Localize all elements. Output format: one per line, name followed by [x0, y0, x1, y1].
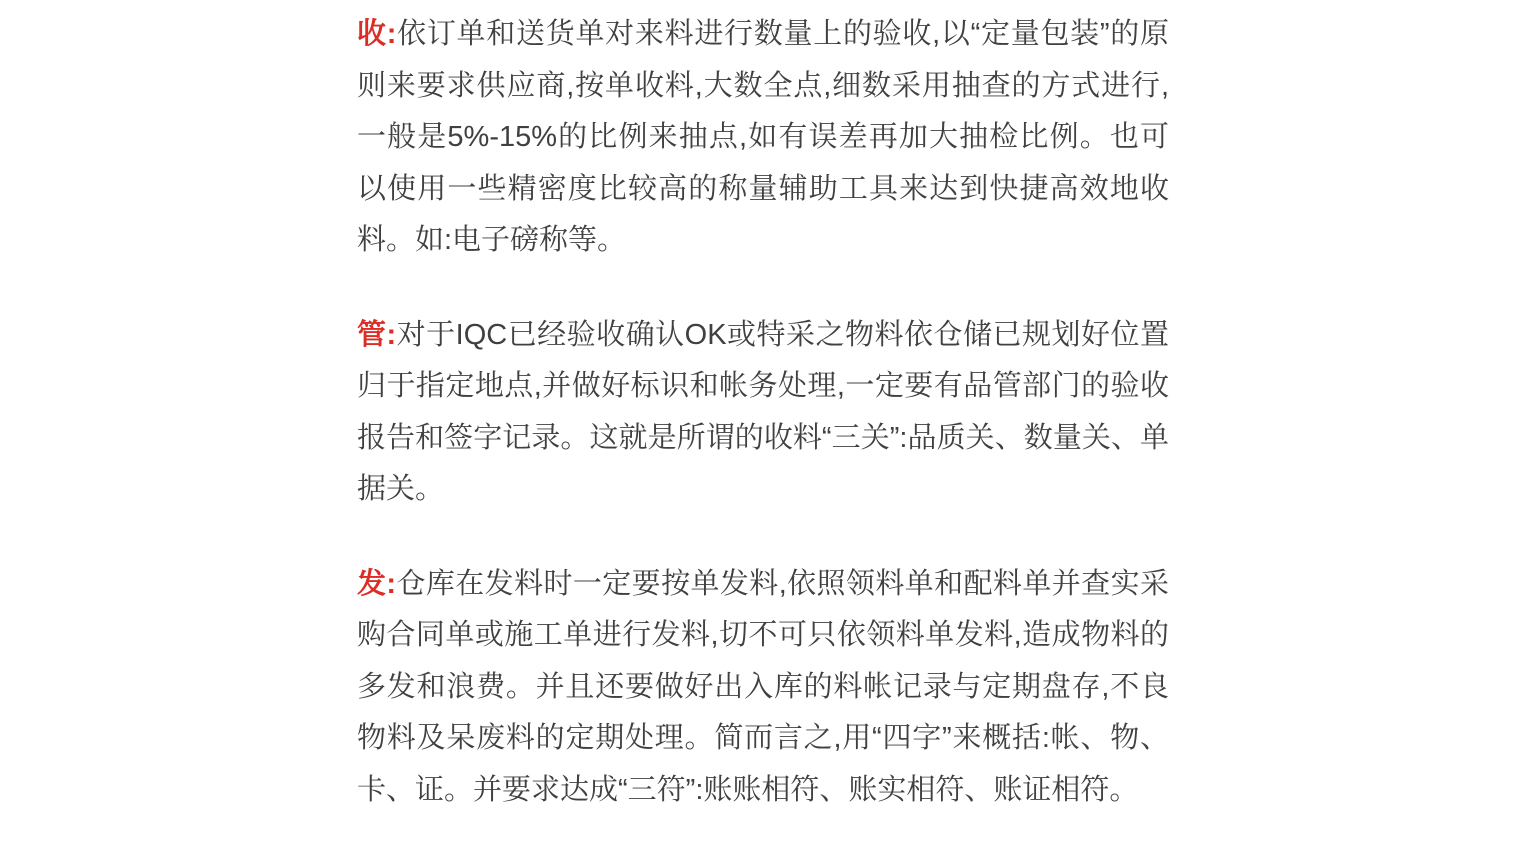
paragraph-receive: [357, 9, 1169, 267]
paragraph-lead-receive: 收:: [357, 18, 397, 50]
paragraph-lead-manage: 管:: [357, 318, 397, 351]
paragraph-text-receive: 依订单和送货单对来料进行数量上的验收,以“定量包装”的原则来要求供应商,按单收料,大数全点,细数采用抽查的方式进行,一般是5%-15%的比例来抽点,如有误差再加大抽检比例。也可以使用一些精密度比较高的称量辅助工具来达到快捷高效地收料。如:电子磅称等。: [357, 18, 1169, 256]
paragraph-text-manage: 对于IQC已经验收确认OK或特采之物料依仓储已规划好位置归于指定地点,并做好标识和帐务处理,一定要有品管部门的验收报告和签字记录。这就是所谓的收料“三关”:品质关、数量关、单据关。: [357, 318, 1169, 505]
paragraph-lead-issue: 发:: [357, 567, 397, 600]
paragraph-issue: [357, 559, 1169, 817]
article-body: [357, 0, 1169, 816]
paragraph-manage: [357, 310, 1169, 516]
paragraph-text-issue: 仓库在发料时一定要按单发料,依照领料单和配料单并查实采购合同单或施工单进行发料,切不可只依领料单发料,造成物料的多发和浪费。并且还要做好出入库的料帐记录与定期盘存,不良物料及呆废料的定期处理。简而言之,用“四字”来概括:帐、物、卡、证。并要求达成“三符”:账账相符、账实相符、账证相符。: [357, 567, 1169, 806]
